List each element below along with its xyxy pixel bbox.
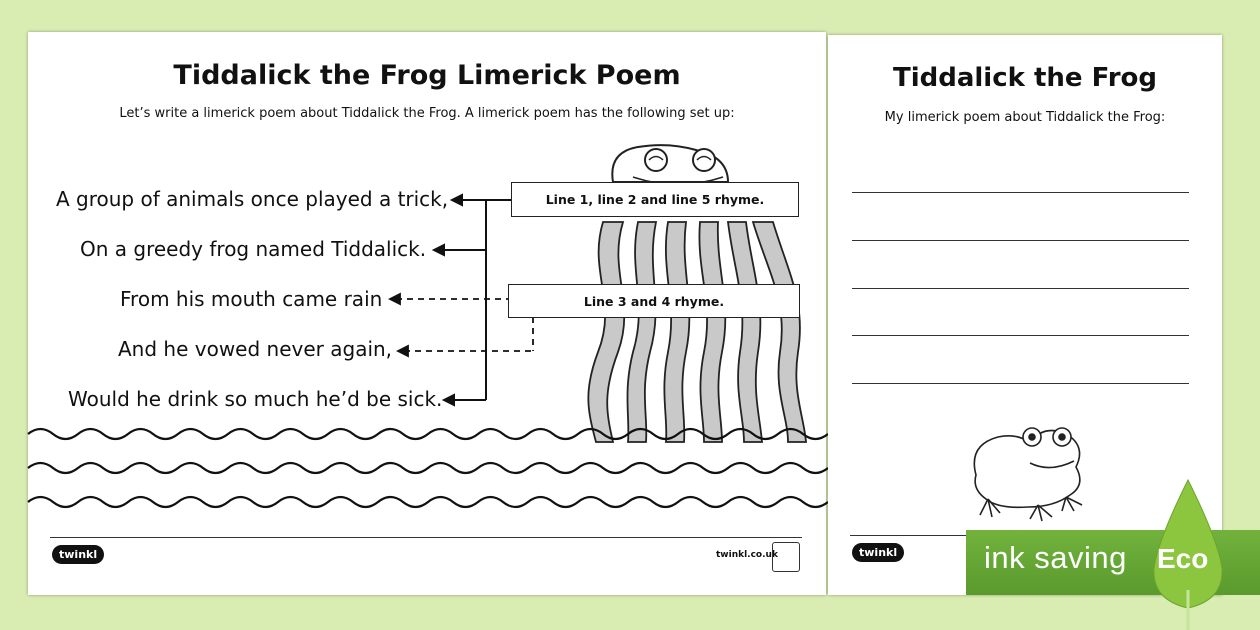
writing-line-3 — [852, 288, 1189, 289]
ink-saving-label: ink saving — [984, 540, 1127, 575]
writing-line-5 — [852, 383, 1189, 384]
poem-line-5: Would he drink so much he’d be sick. — [68, 387, 443, 411]
poem-line-1: A group of animals once played a trick, — [56, 187, 449, 211]
poem-line-2: On a greedy frog named Tiddalick. — [80, 237, 427, 261]
quality-badge-icon — [772, 542, 800, 572]
twinkl-logo: twinkl — [52, 545, 104, 564]
limerick-worksheet-page — [28, 32, 826, 595]
rhyme-note-3-4: Line 3 and 4 rhyme. — [508, 284, 800, 318]
footer-divider — [50, 537, 802, 538]
frog-icon — [958, 415, 1088, 525]
page-title: Tiddalick the Frog Limerick Poem — [173, 60, 681, 91]
page-subtitle: Let’s write a limerick poem about Tiddalick the Frog. A limerick poem has the following set up: — [119, 106, 735, 121]
rhyme-note-1-2-5: Line 1, line 2 and line 5 rhyme. — [511, 182, 799, 217]
poem-line-4: And he vowed never again, — [118, 337, 393, 361]
writing-line-2 — [852, 240, 1189, 241]
eco-badge-label: Eco — [1157, 543, 1209, 574]
page-title: Tiddalick the Frog — [892, 63, 1157, 93]
poem-line-3: From his mouth came rain — [120, 287, 383, 311]
page-subtitle: My limerick poem about Tiddalick the Frog: — [884, 110, 1166, 125]
writing-line-4 — [852, 335, 1189, 336]
twinkl-logo: twinkl — [852, 543, 904, 562]
site-url: twinkl.co.uk — [716, 550, 778, 560]
writing-line-1 — [852, 192, 1189, 193]
